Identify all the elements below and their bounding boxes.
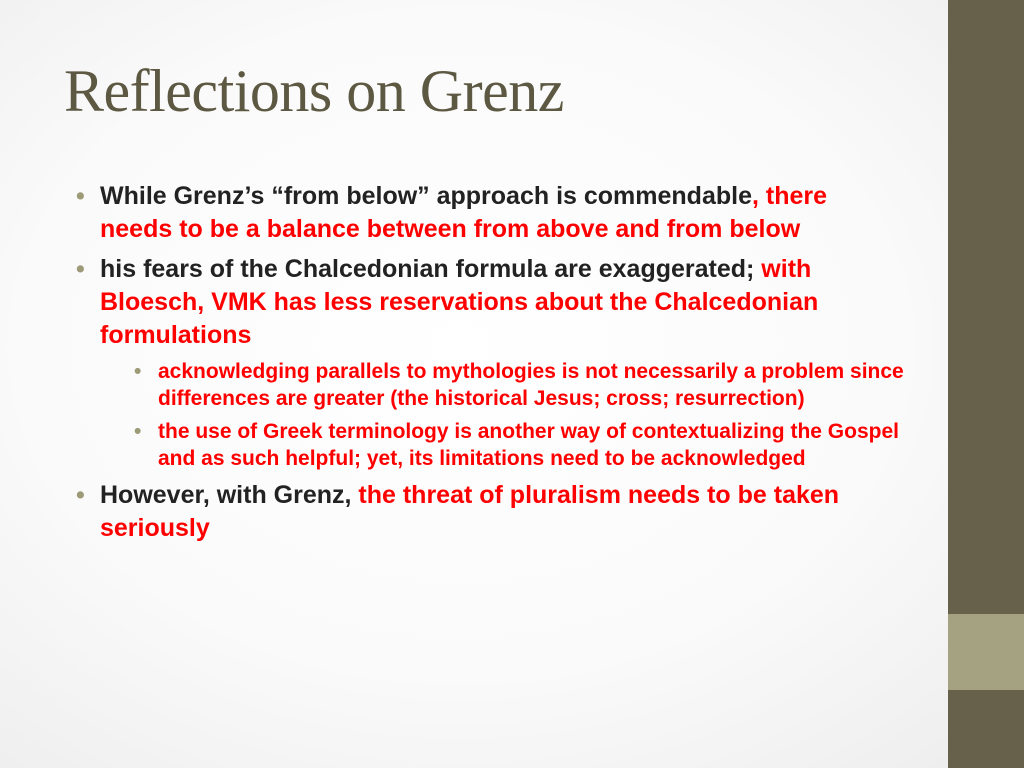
bullet-icon: • [76, 481, 85, 509]
bullet-emphasis: , there needs to be a balance between from above and from below [100, 182, 828, 243]
slide-content [76, 180, 906, 552]
bullet-emphasis: with Bloesch, VMK has less reservations about the Chalcedonian formulations [100, 255, 819, 349]
side-band [948, 0, 1024, 768]
sub-bullet-text: the use of Greek terminology is another way of contextualizing the Gospel and as such helpful; yet, its limitations need to be acknowledged [158, 420, 899, 470]
bullet-icon: • [76, 182, 85, 210]
bullet-item [76, 253, 906, 472]
sub-bullet-icon: • [134, 420, 142, 443]
bullet-emphasis: the threat of pluralism needs to be taken seriously [100, 481, 840, 542]
sub-bullet-icon: • [134, 360, 142, 383]
bullet-item [76, 479, 906, 545]
bullet-text: his fears of the Chalcedonian formula are exaggerated; [100, 255, 762, 283]
bullet-text: However, with Grenz, [100, 481, 359, 509]
sub-bullet-item [134, 358, 906, 412]
bullet-text: While Grenz’s “from below” approach is commendable [100, 182, 752, 210]
slide-title: Reflections on Grenz [64, 58, 564, 124]
sub-bullet-text: acknowledging parallels to mythologies is not necessarily a problem since differences are greater (the historical Jesus; cross; resurrection) [158, 360, 904, 410]
bullet-item [76, 180, 906, 246]
side-accent-block [948, 614, 1024, 690]
bullet-icon: • [76, 255, 85, 283]
sub-bullet-list [134, 358, 906, 472]
sub-bullet-item [134, 418, 906, 472]
bullet-list [76, 180, 906, 545]
